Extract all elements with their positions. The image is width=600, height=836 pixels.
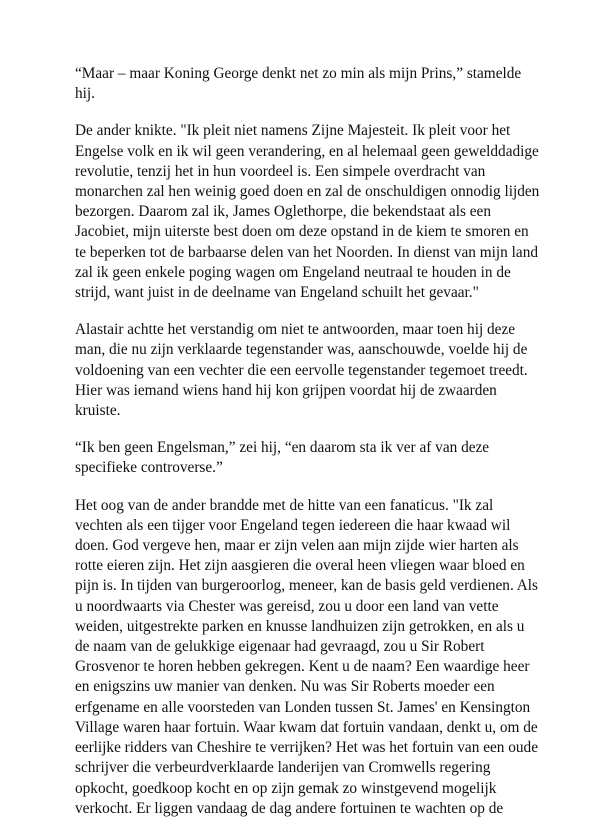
text-line: weiden, uitgestrekte parken en knusse landhuizen zijn getrokken, en als u: [75, 617, 525, 635]
text-line: en enigszins uw manier van denken. Nu was Sir Roberts moeder een: [75, 678, 495, 696]
paragraph: [75, 121, 540, 303]
text-line: doen. God vergeve hen, maar er zijn velen aan mijn zijde wier harten als: [75, 537, 519, 555]
text-line: revolutie, tenzij het in hun voordeel is. Een simpele overdracht van: [75, 162, 486, 180]
paragraph: [75, 438, 530, 478]
text-line: verkocht. Er liggen vandaag de dag andere fortuinen te wachten op de: [75, 799, 504, 817]
text-line: Engelse volk en ik wil geen verandering, en al helemaal geen gewelddadige: [75, 142, 539, 160]
text-line: man, die nu zijn verklaarde tegenstander was, aanschouwde, voelde hij de: [75, 341, 528, 359]
text-line: strijd, want juist in de deelname van Engeland schuilt het gevaar.": [75, 284, 479, 302]
text-line: Het oog van de ander brandde met de hitte van een fanaticus. "Ik zal: [75, 496, 494, 514]
paragraph: [75, 64, 530, 104]
text-line: De ander knikte. "Ik pleit niet namens Zijne Majesteit. Ik pleit voor het: [75, 122, 511, 140]
text-line: “Ik ben geen Engelsman,” zei hij, “en daarom sta ik ver af van deze: [75, 439, 490, 457]
paragraph: [75, 496, 538, 819]
text-line: pijn is. In tijden van burgeroorlog, meneer, kan de basis geld verdienen. Als: [75, 577, 538, 595]
text-line: zal ik geen enkele poging wagen om Engeland neutraal te houden in de: [75, 263, 511, 281]
text-line: kruiste.: [75, 402, 121, 420]
text-line: opkocht, goedkoop kocht en op zijn gemak zo winstgevend mogelijk: [75, 779, 497, 797]
text-line: eerlijke ridders van Cheshire te verrijken? Het was het fortuin van een oude: [75, 739, 538, 757]
text-line: te beperken tot de barbaarse delen van het Noorden. In dienst van mijn land: [75, 243, 538, 261]
text-line: voldoening van een vechter die een eervolle tegenstander tegemoet treedt.: [75, 361, 528, 379]
text-line: bezorgen. Daarom zal ik, James Oglethorpe, die bekendstaat als een: [75, 203, 491, 221]
text-line: schrijver die verbeurdverklaarde landerijen van Cromwells regering: [75, 759, 491, 777]
text-line: hij.: [75, 85, 95, 103]
text-line: erfgename en alle voorsteden van Londen tussen St. James' en Kensington: [75, 698, 531, 716]
text-line: specifieke controverse.”: [75, 459, 223, 477]
text-line: u noordwaarts via Chester was gereisd, zou u door een land van vette: [75, 597, 499, 615]
text-line: monarchen zal hen weinig goed doen en zal de onschuldigen onnodig lijden: [75, 183, 540, 201]
text-line: Jacobiet, mijn uiterste best doen om deze opstand in de kiem te smoren en: [75, 223, 529, 241]
text-line: Alastair achtte het verstandig om niet te antwoorden, maar toen hij deze: [75, 321, 516, 339]
text-line: vechten als een tijger voor Engeland tegen iedereen die haar kwaad wil: [75, 516, 511, 534]
text-line: “Maar – maar Koning George denkt net zo min als mijn Prins,” stamelde: [75, 65, 522, 82]
text-line: rotte eieren zijn. Het zijn aasgieren die overal heen vliegen waar bloed en: [75, 557, 525, 575]
text-line: Grosvenor te horen hebben gekregen. Kent u de naam? Een waardige heer: [75, 658, 530, 676]
text-line: Village waren haar fortuin. Waar kwam dat fortuin vandaan, denkt u, om de: [75, 718, 538, 736]
text-line: Hier was iemand wiens hand hij kon grijpen voordat hij de zwaarden: [75, 381, 497, 399]
paragraph: [75, 320, 530, 421]
document-body: [75, 64, 540, 836]
text-line: de naam van de gelukkige eigenaar had gevraagd, zou u Sir Robert: [75, 638, 485, 656]
